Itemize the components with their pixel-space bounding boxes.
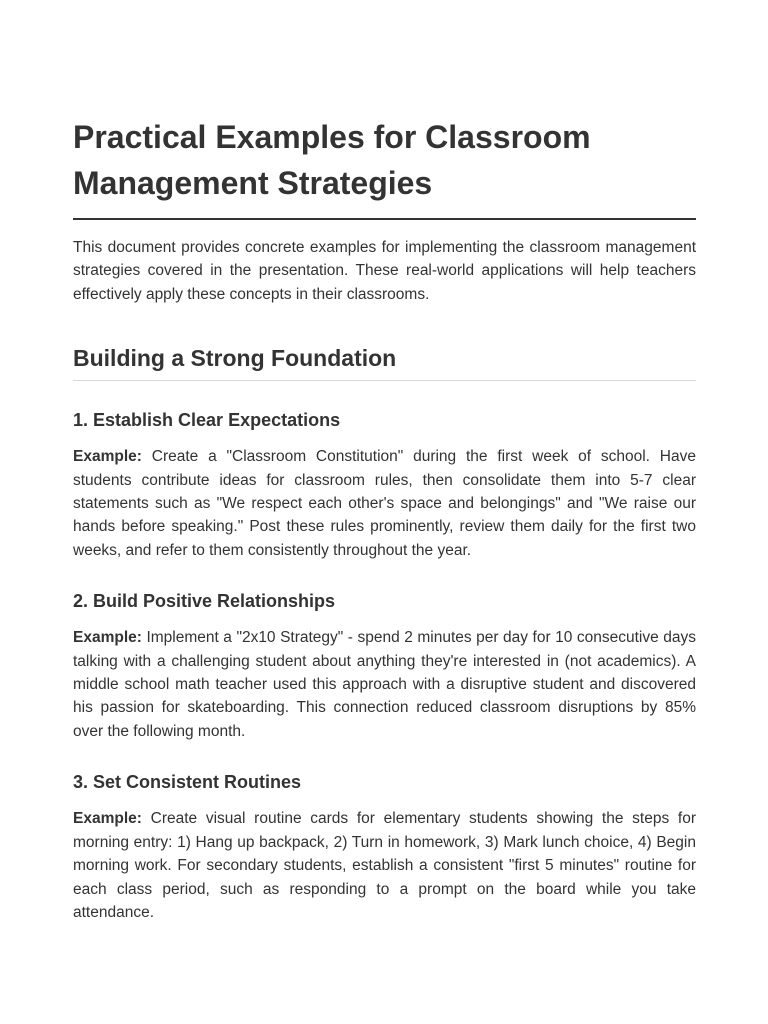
strategy-block xyxy=(73,407,696,562)
strategy-example xyxy=(73,807,696,924)
strategy-block xyxy=(73,769,696,924)
example-text: Create a "Classroom Constitution" during the first week of school. Have students contribute ideas for classroom rules, then consolidate them into 5-7 clear statements such as "We respect each other's space and belongings" and "We raise our hands before speaking." Post these rules prominently, review them daily for the first two weeks, and refer to them consistently throughout the year. xyxy=(73,448,696,559)
strategy-title: 2. Build Positive Relationships xyxy=(73,591,336,612)
strategy-block xyxy=(73,588,696,743)
example-text: Implement a "2x10 Strategy" - spend 2 minutes per day for 10 consecutive days talking with a challenging student about anything they're interested in (not academics). A middle school math teacher used this approach with a disruptive student and discovered his passion for skateboarding. This connection reduced classroom disruptions by 85% over the following month. xyxy=(73,629,696,740)
strategy-title: 1. Establish Clear Expectations xyxy=(73,410,341,431)
strategy-title: 3. Set Consistent Routines xyxy=(73,772,302,793)
strategy-example xyxy=(73,445,696,562)
section-heading: Building a Strong Foundation xyxy=(73,343,696,381)
example-text: Create visual routine cards for elementary students showing the steps for morning entry: 1) Hang up backpack, 2) Turn in homework, 3) Mark lunch choice, 4) Begin morning work. For secondary students, establish a consistent "first 5 minutes" routine for each class period, such as responding to a prompt on the board while you take attendance. xyxy=(73,810,696,921)
example-label: Example: xyxy=(73,629,142,647)
strategy-example xyxy=(73,626,696,743)
example-label: Example: xyxy=(73,448,142,466)
example-label: Example: xyxy=(73,810,142,828)
intro-paragraph: This document provides concrete examples for implementing the classroom management strategies covered in the presentation. These real-world applications will help teachers effectively apply these concepts in their classrooms. xyxy=(73,239,696,303)
document-title: Practical Examples for Classroom Management Strategies xyxy=(73,114,696,220)
